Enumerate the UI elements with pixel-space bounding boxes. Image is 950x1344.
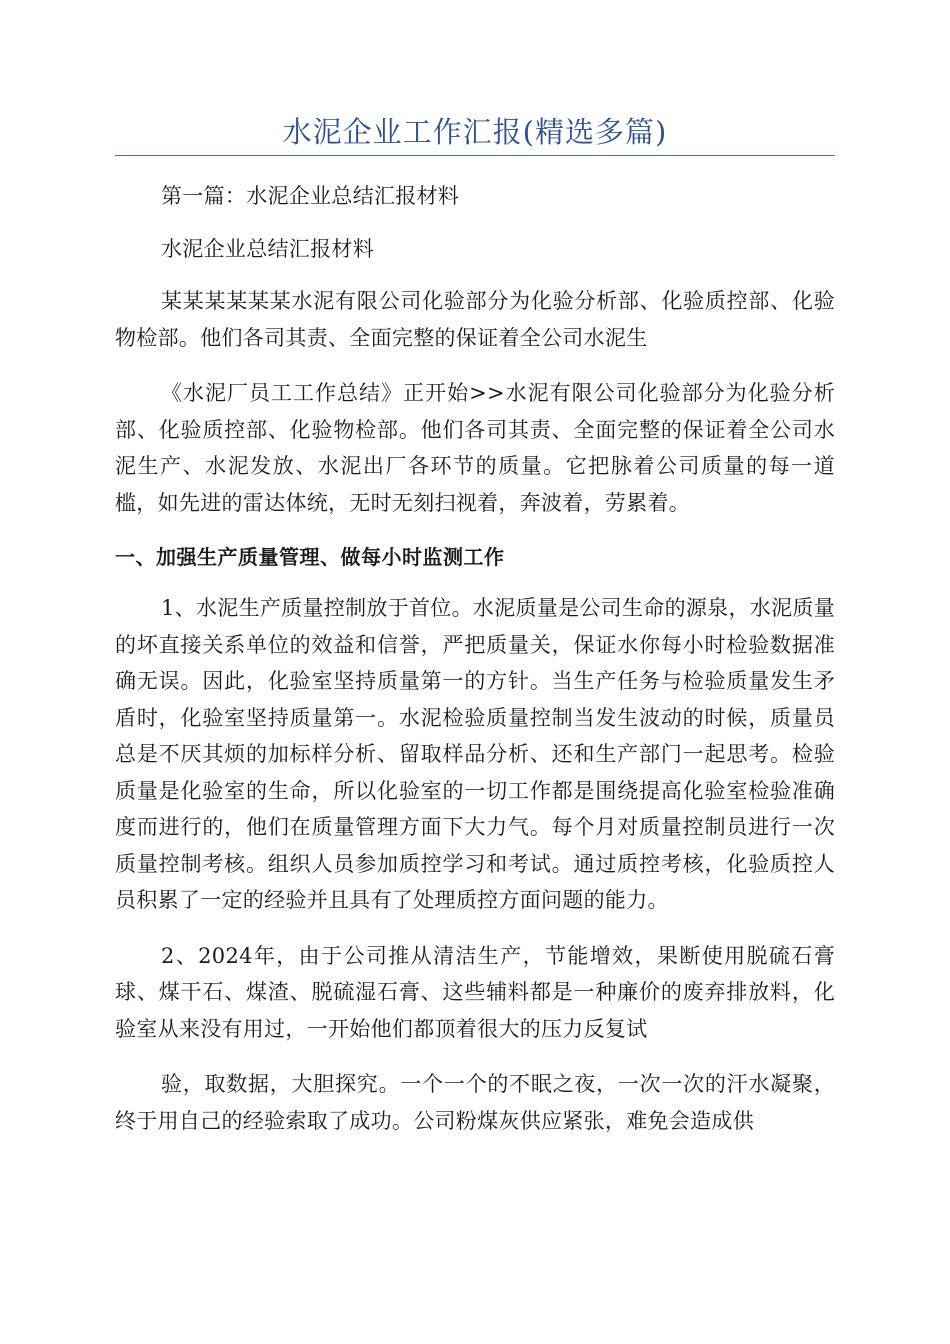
title-underline: [115, 155, 835, 156]
paragraph-item-2: 2、2024年，由于公司推从清洁生产，节能增效，果断使用脱硫石膏球、煤干石、煤渣、脱硫湿石膏、这些辅料都是一种廉价的废弃排放料，化验室从来没有用过，一开始他们都顶着很大的压力反复试: [115, 943, 835, 1041]
document-body: [115, 178, 835, 1158]
paragraph-chapter-heading: 第一篇：水泥企业总结汇报材料: [161, 184, 460, 208]
paragraph-subtitle: 水泥企业总结汇报材料: [161, 236, 374, 261]
paragraph-continuation: 验，取数据，大胆探究。一个一个的不眠之夜，一次一次的汗水凝聚，终于用自己的经验索取了成功。公司粉煤灰供应紧张，难免会造成供: [115, 1072, 835, 1133]
section-heading: 一、加强生产质量管理、做每小时监测工作: [115, 545, 505, 569]
document-title: 水泥企业工作汇报(精选多篇): [282, 115, 668, 149]
paragraph-intro: 某某某某某某水泥有限公司化验部分为化验分析部、化验质控部、化验物检部。他们各司其责、全面完整的保证着全公司水泥生: [115, 289, 835, 350]
paragraph-item-1: 1、水泥生产质量控制放于首位。水泥质量是公司生命的源泉，水泥质量的坏直接关系单位的效益和信誉，严把质量关，保证水你每小时检验数据准确无误。因此，化验室坚持质量第一的方针。当生产任务与检验质量发生矛盾时，化验室坚持质量第一。水泥检验质量控制当发生波动的时候，质量员总是不厌其烦的加标样分析、留取样品分析、还和生产部门一起思考。检验质量是化验室的生命，所以化验室的一切工作都是围绕提高化验室检验准确度而进行的，他们在质量管理方面下大力气。每个月对质量控制员进行一次质量控制考核。组织人员参加质控学习和考试。通过质控考核，化验质控人员积累了一定的经验并且具有了处理质控方面问题的能力。: [115, 596, 835, 912]
paragraph-summary: 《水泥厂员工工作总结》正开始>>水泥有限公司化验部分为化验分析部、化验质控部、化验物检部。他们各司其责、全面完整的保证着全公司水泥生产、水泥发放、水泥出厂各环节的质量。它把脉着公司质量的每一道槛，如先进的雷达体统，无时无刻扫视着，奔波着，劳累着。: [115, 381, 835, 515]
